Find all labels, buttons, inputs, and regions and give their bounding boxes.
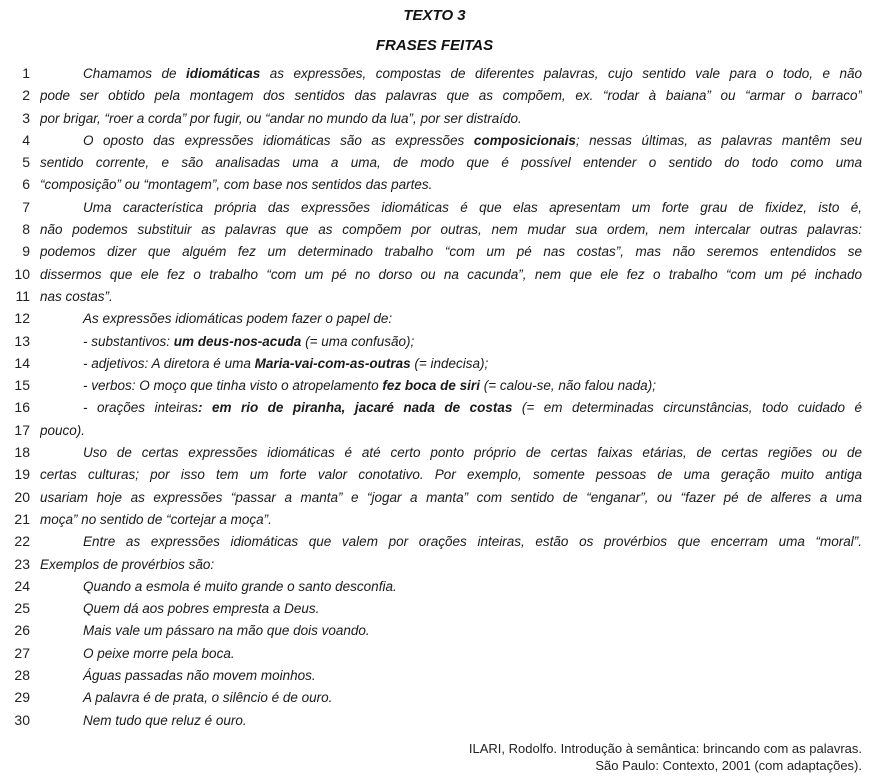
line-number: 13 (14, 332, 30, 349)
line-text (40, 308, 862, 330)
text-segment: (= calou-se, não falou nada); (479, 378, 656, 394)
text-segment: certas culturas; por isso tem um forte valor conotativo. Por exemplo, somente pessoas de uma geração muito antiga (40, 467, 862, 483)
text-line (0, 642, 869, 664)
text-segment: Uma característica própria das expressões idiomáticas é que elas apresentam um forte grau de fixidez, isto é, (83, 199, 862, 215)
line-number: 18 (14, 444, 30, 461)
line-number: 3 (22, 109, 30, 126)
text-line (0, 709, 869, 731)
text-segment: O peixe morre pela boca. (83, 645, 235, 661)
line-text (40, 331, 862, 353)
line-text (40, 576, 862, 598)
line-number: 5 (22, 154, 30, 171)
line-text (40, 108, 862, 130)
text-segment: (= uma confusão); (301, 333, 415, 349)
text-segment: - orações inteiras (83, 400, 198, 416)
text-line (0, 307, 869, 329)
text-line (0, 285, 869, 307)
line-number: 9 (22, 243, 30, 260)
line-number: 16 (14, 399, 30, 416)
text-segment: O oposto das expressões idiomáticas são as expressões (83, 132, 474, 148)
text-segment: - verbos: O moço que tinha visto o atropelamento (83, 378, 383, 394)
text-line (0, 619, 869, 641)
text-line (0, 441, 869, 463)
text-line (0, 196, 869, 218)
line-number: 6 (22, 176, 30, 193)
line-number: 20 (14, 488, 30, 505)
line-number: 15 (14, 377, 30, 394)
line-text (40, 687, 862, 709)
text-segment: sentido corrente, e são analisadas uma a uma, de modo que é possível entender o sentido do todo como uma (40, 155, 862, 171)
text-line (0, 263, 869, 285)
text-line (0, 84, 869, 106)
text-line (0, 508, 869, 530)
text-line (0, 553, 869, 575)
text-segment: - substantivos: (83, 333, 174, 349)
citation (0, 740, 862, 774)
line-text (40, 665, 862, 687)
text-segment: Águas passadas não movem moinhos. (83, 668, 316, 684)
text-segment: usariam hoje as expressões “passar a manta” e “jogar a manta” com sentido de “enganar”, ou “fazer pé de alferes a uma (40, 489, 862, 505)
line-text (40, 442, 862, 464)
text-line (0, 218, 869, 240)
line-number: 23 (14, 555, 30, 572)
line-number: 14 (14, 354, 30, 371)
citation-line-2: São Paulo: Contexto, 2001 (com adaptações). (595, 757, 862, 773)
line-number: 26 (14, 622, 30, 639)
line-text (40, 197, 862, 219)
line-number: 25 (14, 600, 30, 617)
line-text (40, 598, 862, 620)
line-number: 19 (14, 466, 30, 483)
text-segment: Quem dá aos pobres empresta a Deus. (83, 601, 320, 617)
bold-text-segment: : em rio de piranha, jacaré nada de costas (198, 400, 513, 416)
line-text (40, 620, 862, 642)
line-number: 22 (14, 533, 30, 550)
text-segment: podemos dizer que alguém fez um determinado trabalho “com um pé nas costas”, mas não seremos entendidos se (40, 244, 862, 260)
line-text (40, 375, 862, 397)
text-line (0, 374, 869, 396)
line-text (40, 63, 862, 85)
line-text (40, 286, 862, 308)
text-line (0, 575, 869, 597)
text-segment: ; nessas últimas, as palavras mantêm seu (575, 132, 862, 148)
line-number: 4 (22, 131, 30, 148)
line-text (40, 219, 862, 241)
line-number: 24 (14, 577, 30, 594)
text-line (0, 352, 869, 374)
bold-text-segment: fez boca de siri (382, 378, 480, 394)
text-segment: Exemplos de provérbios são: (40, 556, 215, 572)
text-segment: As expressões idiomáticas podem fazer o papel de: (83, 311, 393, 327)
text-line (0, 530, 869, 552)
text-line (0, 129, 869, 151)
line-text (40, 353, 862, 375)
text-segment: Uso de certas expressões idiomáticas é até certo ponto próprio de certas faixas etárias, de certas regiões ou de (83, 445, 862, 461)
line-text (40, 174, 862, 196)
text-segment: (= em determinadas circunstâncias, todo cuidado é (512, 400, 862, 416)
line-number: 11 (15, 287, 30, 304)
text-segment: as expressões, compostas de diferentes palavras, cujo sentido vale para o todo, e não (260, 66, 862, 81)
text-segment: por brigar, “roer a corda” por fugir, ou “andar no mundo da lua”, por ser distraído. (40, 110, 522, 126)
text-line (0, 486, 869, 508)
text-line (0, 107, 869, 129)
line-text (40, 554, 862, 576)
line-number: 1 (22, 65, 30, 81)
citation-line-1: ILARI, Rodolfo. Introdução à semântica: brincando com as palavras. (468, 740, 862, 756)
text-segment: pode ser obtido pela montagem dos sentidos das palavras que as compõem, ex. “rodar à baiana” ou “armar o barraco” (40, 88, 862, 104)
line-text (40, 130, 862, 152)
text-line (0, 419, 869, 441)
text-line (0, 173, 869, 195)
line-text (40, 264, 862, 286)
line-number: 12 (14, 310, 30, 327)
text-line (0, 330, 869, 352)
bold-text-segment: um deus-nos-acuda (173, 333, 302, 349)
line-text (40, 420, 862, 442)
line-number: 8 (22, 221, 30, 238)
text-line (0, 463, 869, 485)
line-text (40, 509, 862, 531)
text-segment: nas costas”. (40, 288, 113, 304)
line-number: 21 (14, 510, 30, 527)
line-number: 7 (22, 198, 30, 215)
text-segment: pouco). (40, 422, 86, 438)
line-number: 10 (14, 265, 30, 282)
line-text (40, 531, 862, 553)
bold-text-segment: idiomáticas (186, 66, 261, 81)
text-line (0, 151, 869, 173)
line-text (40, 643, 862, 665)
line-number: 30 (14, 711, 30, 728)
text-line (0, 686, 869, 708)
line-text (40, 152, 862, 174)
line-text (40, 487, 862, 509)
text-segment: Mais vale um pássaro na mão que dois voando. (83, 623, 370, 639)
line-number: 27 (14, 644, 30, 661)
text-segment: não podemos substituir as palavras que as compõem por outras, nem mudar sua ordem, nem intercalar outras palavras: (40, 222, 862, 238)
text-line (0, 240, 869, 262)
bold-text-segment: composicionais (473, 132, 576, 148)
text-line (0, 597, 869, 619)
text-segment: Entre as expressões idiomáticas que valem por orações inteiras, estão os provérbios que encerram uma “moral”. (83, 534, 862, 550)
text-segment: (= indecisa); (410, 355, 489, 371)
text-segment: dissermos que ele fez o trabalho “com um pé no dorso ou na cacunda”, nem que ele fez o trabalho “com um pé inchado (40, 266, 862, 282)
text-segment: moça” no sentido de “cortejar a moça”. (40, 511, 272, 527)
text-line (0, 396, 869, 418)
line-number: 2 (22, 87, 30, 104)
text-lines (0, 62, 869, 731)
text-segment: “composição” ou “montagem”, com base nos sentidos das partes. (40, 177, 433, 193)
line-text (40, 710, 862, 732)
text-segment: A palavra é de prata, o silêncio é de ouro. (83, 690, 333, 706)
page-subtitle: FRASES FEITAS (375, 37, 494, 54)
page-title: TEXTO 3 (403, 7, 466, 24)
text-segment: - adjetivos: A diretora é uma (83, 355, 255, 371)
line-text (40, 464, 862, 486)
text-line (0, 664, 869, 686)
line-text (40, 85, 862, 107)
text-segment: Quando a esmola é muito grande o santo desconfia. (83, 578, 397, 594)
text-segment: Nem tudo que reluz é ouro. (83, 712, 247, 728)
text-line (0, 62, 869, 84)
line-number: 28 (14, 667, 30, 684)
line-text (40, 241, 862, 263)
line-number: 17 (14, 421, 30, 438)
line-text (40, 397, 862, 419)
bold-text-segment: Maria-vai-com-as-outras (254, 355, 411, 371)
text-segment: Chamamos de (83, 66, 186, 81)
line-number: 29 (14, 689, 30, 706)
